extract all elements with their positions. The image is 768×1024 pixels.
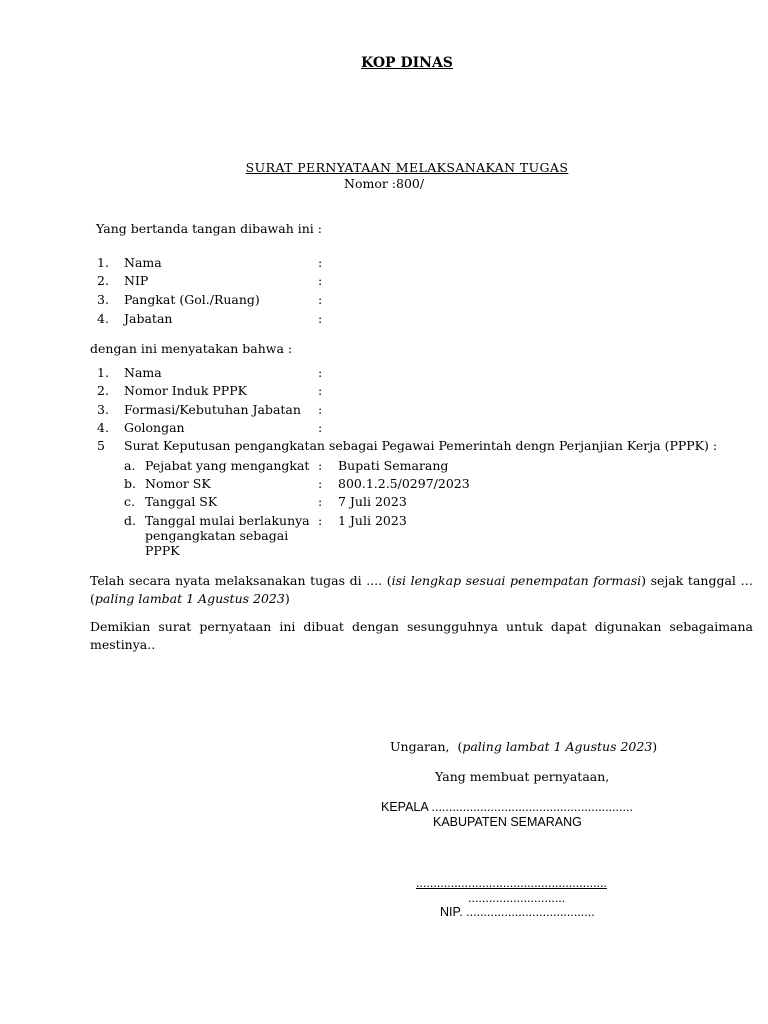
field-colon: :: [318, 292, 323, 307]
sub-field-label: Pejabat yang mengangkat: [145, 458, 310, 473]
field-colon: :: [318, 513, 323, 528]
document-title: SURAT PERNYATAAN MELAKSANAKAN TUGAS: [245, 160, 569, 175]
field-colon: :: [318, 402, 323, 417]
list-item-number: 1.: [97, 255, 109, 270]
closing-paragraph: Demikian surat pernyataan ini dibuat dengan sesungguhnya untuk dapat digunakan sebagaimana mestinya..: [90, 619, 753, 652]
field-label-nomor-induk: Nomor Induk PPPK: [124, 383, 247, 398]
duty-text-5: ): [284, 591, 290, 606]
field-colon: :: [318, 476, 323, 491]
list-item-number: 2.: [97, 383, 109, 398]
list-item-number: 2.: [97, 273, 109, 288]
field-label-nip: NIP: [124, 273, 149, 288]
signature-maker: Yang membuat pernyataan,: [435, 769, 610, 784]
kop-dinas-heading: KOP DINAS: [361, 55, 453, 71]
field-colon: :: [318, 311, 323, 326]
sub-field-value: 800.1.2.5/0297/2023: [338, 476, 470, 491]
sub-field-label-line3: PPPK: [145, 543, 180, 558]
sub-field-value: 7 Juli 2023: [338, 494, 407, 509]
field-label-nama: Nama: [124, 255, 162, 270]
field-label-pangkat: Pangkat (Gol./Ruang): [124, 292, 260, 307]
field-colon: :: [318, 420, 323, 435]
signature-place: Ungaran,: [390, 739, 450, 754]
signature-nip: NIP. .....................................: [440, 905, 595, 919]
signature-position: KEPALA ..........................................................: [381, 800, 633, 814]
signature-name-line-2: ............................: [468, 891, 566, 905]
sub-field-value: 1 Juli 2023: [338, 513, 407, 528]
signature-date: paling lambat 1 Agustus 2023: [462, 739, 653, 754]
statement-intro-text: dengan ini menyatakan bahwa :: [90, 341, 293, 356]
list-item-number: 3.: [97, 402, 109, 417]
sub-item-letter: b.: [124, 476, 136, 491]
field-colon: :: [318, 273, 323, 288]
list-item-number: 5: [97, 438, 105, 453]
list-item-number: 3.: [97, 292, 109, 307]
duty-text-placement: isi lengkap sesuai penempatan formasi: [391, 573, 642, 588]
sub-field-label: Tanggal SK: [145, 494, 218, 509]
signature-date-open: (: [457, 739, 463, 754]
signature-regency: KABUPATEN SEMARANG: [433, 815, 582, 829]
field-colon: :: [318, 494, 323, 509]
list-item-number: 4.: [97, 420, 109, 435]
sub-field-label: Nomor SK: [145, 476, 211, 491]
document-number: Nomor :800/: [344, 176, 425, 191]
field-label-nama: Nama: [124, 365, 162, 380]
field-label-surat-keputusan: Surat Keputusan pengangkatan sebagai Pegawai Pemerintah dengn Perjanjian Kerja (PPPK) :: [124, 438, 718, 453]
duty-text-deadline: paling lambat 1 Agustus 2023: [94, 591, 285, 606]
list-item-number: 4.: [97, 311, 109, 326]
duty-text-1: Telah secara nyata melaksanakan tugas di .... (: [90, 573, 392, 588]
list-item-number: 1.: [97, 365, 109, 380]
sub-field-label: Tanggal mulai berlakunya: [145, 513, 310, 528]
field-colon: :: [318, 458, 323, 473]
duty-paragraph: [90, 572, 753, 608]
field-label-formasi: Formasi/Kebutuhan Jabatan: [124, 402, 301, 417]
field-colon: :: [318, 255, 323, 270]
sub-item-letter: a.: [124, 458, 136, 473]
field-colon: :: [318, 383, 323, 398]
signature-date-close: ): [652, 739, 658, 754]
duty-text-3: ) sejak tanggal … (: [90, 573, 753, 606]
sub-field-value: Bupati Semarang: [338, 458, 449, 473]
sub-item-letter: d.: [124, 513, 136, 528]
sub-item-letter: c.: [124, 494, 135, 509]
intro-text: Yang bertanda tangan dibawah ini :: [96, 221, 322, 236]
field-label-golongan: Golongan: [124, 420, 185, 435]
signature-name-line: .......................................................: [416, 876, 608, 890]
field-colon: :: [318, 365, 323, 380]
signature-place-date: [390, 739, 657, 754]
field-label-jabatan: Jabatan: [124, 311, 173, 326]
sub-field-label-line2: pengangkatan sebagai: [145, 528, 289, 543]
